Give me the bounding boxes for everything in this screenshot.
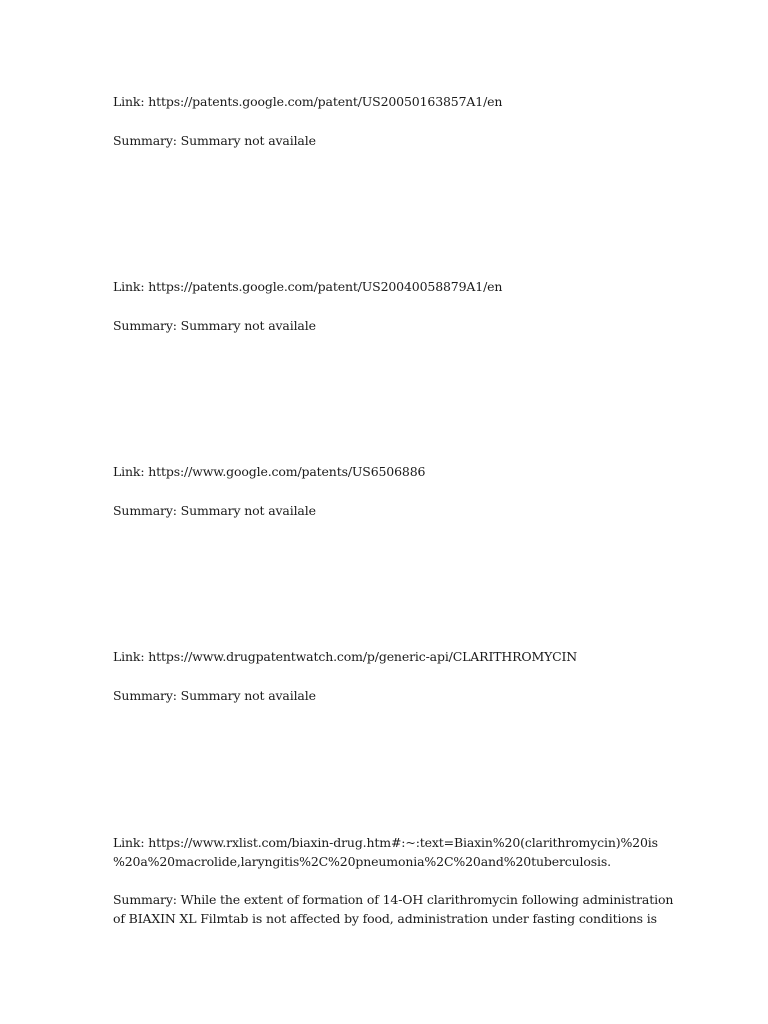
link-url[interactable]: https://www.drugpatentwatch.com/p/generic-api/CLARITHROMYCIN: [148, 649, 578, 664]
link-label: Link:: [113, 94, 145, 109]
summary-label: Summary:: [113, 133, 177, 148]
summary-label: Summary:: [113, 503, 177, 518]
summary-text: Summary not availale: [180, 688, 316, 703]
summary-text: Summary not availale: [180, 318, 316, 333]
link-label: Link:: [113, 649, 145, 664]
summary-label: Summary:: [113, 892, 177, 907]
link-label: Link:: [113, 464, 145, 479]
entry-2-summary: [113, 316, 653, 335]
link-url[interactable]: https://patents.google.com/patent/US20040058879A1/en: [148, 279, 503, 294]
link-label: Link:: [113, 279, 145, 294]
entry-4-link: [113, 647, 653, 666]
entry-5-link-cont: [113, 852, 653, 871]
summary-label: Summary:: [113, 318, 177, 333]
link-url[interactable]: https://www.rxlist.com/biaxin-drug.htm#:~:text=Biaxin%20(clarithromycin)%20is: [148, 835, 658, 850]
entry-5-link: [113, 833, 658, 852]
entry-1-summary: [113, 131, 653, 150]
summary-text-continued: of BIAXIN XL Filmtab is not affected by food, administration under fasting conditions is: [113, 911, 657, 926]
entry-1-link: [113, 92, 653, 111]
link-url[interactable]: https://www.google.com/patents/US6506886: [148, 464, 426, 479]
link-url-continued[interactable]: %20a%20macrolide,laryngitis%2C%20pneumonia%2C%20and%20tuberculosis.: [113, 854, 611, 869]
entry-2-link: [113, 277, 653, 296]
summary-text: While the extent of formation of 14-OH clarithromycin following administration: [180, 892, 674, 907]
link-url[interactable]: https://patents.google.com/patent/US20050163857A1/en: [148, 94, 503, 109]
entry-3-link: [113, 462, 653, 481]
summary-text: Summary not availale: [180, 503, 316, 518]
entry-5-summary-cont: [113, 909, 657, 928]
summary-label: Summary:: [113, 688, 177, 703]
entry-4-summary: [113, 686, 653, 705]
summary-text: Summary not availale: [180, 133, 316, 148]
entry-3-summary: [113, 501, 653, 520]
link-label: Link:: [113, 835, 145, 850]
entry-5-summary: [113, 890, 674, 909]
